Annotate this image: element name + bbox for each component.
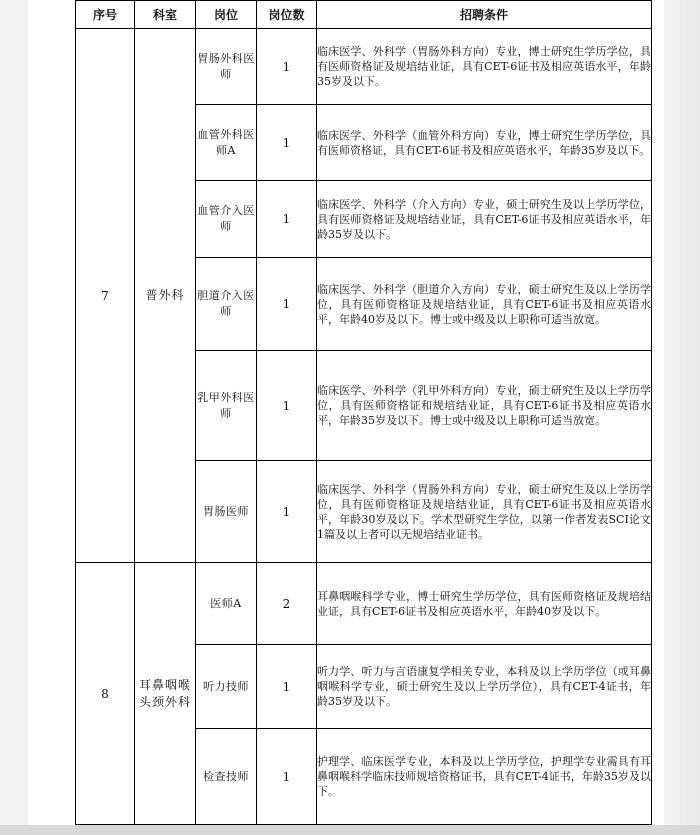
- viewer-margin-left: [0, 0, 28, 835]
- position-name: 乳甲外科医师: [196, 351, 257, 461]
- requirements-text: 临床医学、外科学（介入方向）专业，硕士研究生及以上学历学位，具有医师资格证及规培结业证，具有CET-6证书及相应英语水平，年龄35岁及以下。: [317, 181, 652, 258]
- viewer-margin-bottom: [0, 825, 700, 835]
- position-name: 医师A: [196, 563, 257, 645]
- position-name: 胃肠外科医师: [196, 29, 257, 105]
- position-count: 1: [257, 105, 317, 181]
- position-count: 1: [257, 461, 317, 563]
- recruitment-table: [75, 0, 652, 825]
- requirements-text: 临床医学、外科学（胆道介入方向）专业，硕士研究生及以上学历学位，具有医师资格证及规培结业证，具有CET-6证书及相应英语水平，年龄40岁及以下。博士或中级及以上职称可适当放宽。: [317, 258, 652, 351]
- header-row: [76, 1, 652, 29]
- table-row: [76, 29, 652, 105]
- requirements-text: 临床医学、外科学（血管外科方向）专业，博士研究生学历学位，具有医师资格证，具有CET-6证书及相应英语水平，年龄35岁及以下。: [317, 105, 652, 181]
- position-count: 1: [257, 729, 317, 825]
- position-name: 血管介入医师: [196, 181, 257, 258]
- requirements-text: 临床医学、外科学（胃肠外科方向）专业，博士研究生学历学位，具有医师资格证及规培结业证，具有CET-6证书及相应英语水平，年龄35岁及以下。: [317, 29, 652, 105]
- department-name: 普外科: [135, 29, 196, 563]
- position-count: 1: [257, 645, 317, 729]
- position-count: 2: [257, 563, 317, 645]
- position-name: 血管外科医师A: [196, 105, 257, 181]
- position-name: 检查技师: [196, 729, 257, 825]
- requirements-text: 护理学、临床医学专业，本科及以上学历学位，护理学专业需具有耳鼻咽喉科学临床技师规培资格证书，具有CET-4证书，年龄35岁及以下。: [317, 729, 652, 825]
- table-row: [76, 563, 652, 645]
- requirements-text: 临床医学、外科学（乳甲外科方向）专业，硕士研究生及以上学历学位，具有医师资格证和规培结业证，具有CET-6证书及相应英语水平，年龄35岁及以下。博士或中级及以上职称可适当放宽。: [317, 351, 652, 461]
- position-count: 1: [257, 258, 317, 351]
- position-name: 胆道介入医师: [196, 258, 257, 351]
- serial-number: 8: [76, 563, 135, 825]
- position-name: 胃肠医师: [196, 461, 257, 563]
- position-count: 1: [257, 181, 317, 258]
- position-name: 听力技师: [196, 645, 257, 729]
- position-count: 1: [257, 29, 317, 105]
- serial-number: 7: [76, 29, 135, 563]
- department-name: 耳鼻咽喉头颈外科: [135, 563, 196, 825]
- header-requirements: 招聘条件: [317, 1, 652, 29]
- header-serial: 序号: [76, 1, 135, 29]
- position-count: 1: [257, 351, 317, 461]
- viewer-margin-right: [664, 0, 700, 835]
- header-position-count: 岗位数: [257, 1, 317, 29]
- header-department: 科室: [135, 1, 196, 29]
- header-position: 岗位: [196, 1, 257, 29]
- requirements-text: 临床医学、外科学（胃肠外科方向）专业，硕士研究生及以上学历学位，具有医师资格证及规培结业证，具有CET-6证书及相应英语水平，年龄30岁及以下。学术型研究生学位，以第一作者发表SCI论文1篇及以上者可以无规培结业证书。: [317, 461, 652, 563]
- requirements-text: 听力学、听力与言语康复学相关专业，本科及以上学历学位（或耳鼻咽喉科学专业，硕士研究生及以上学历学位），具有CET-4证书，年龄35岁及以下。: [317, 645, 652, 729]
- requirements-text: 耳鼻咽喉科学专业，博士研究生学历学位，具有医师资格证及规培结业证，具有CET-6证书及相应英语水平，年龄40岁及以下。: [317, 563, 652, 645]
